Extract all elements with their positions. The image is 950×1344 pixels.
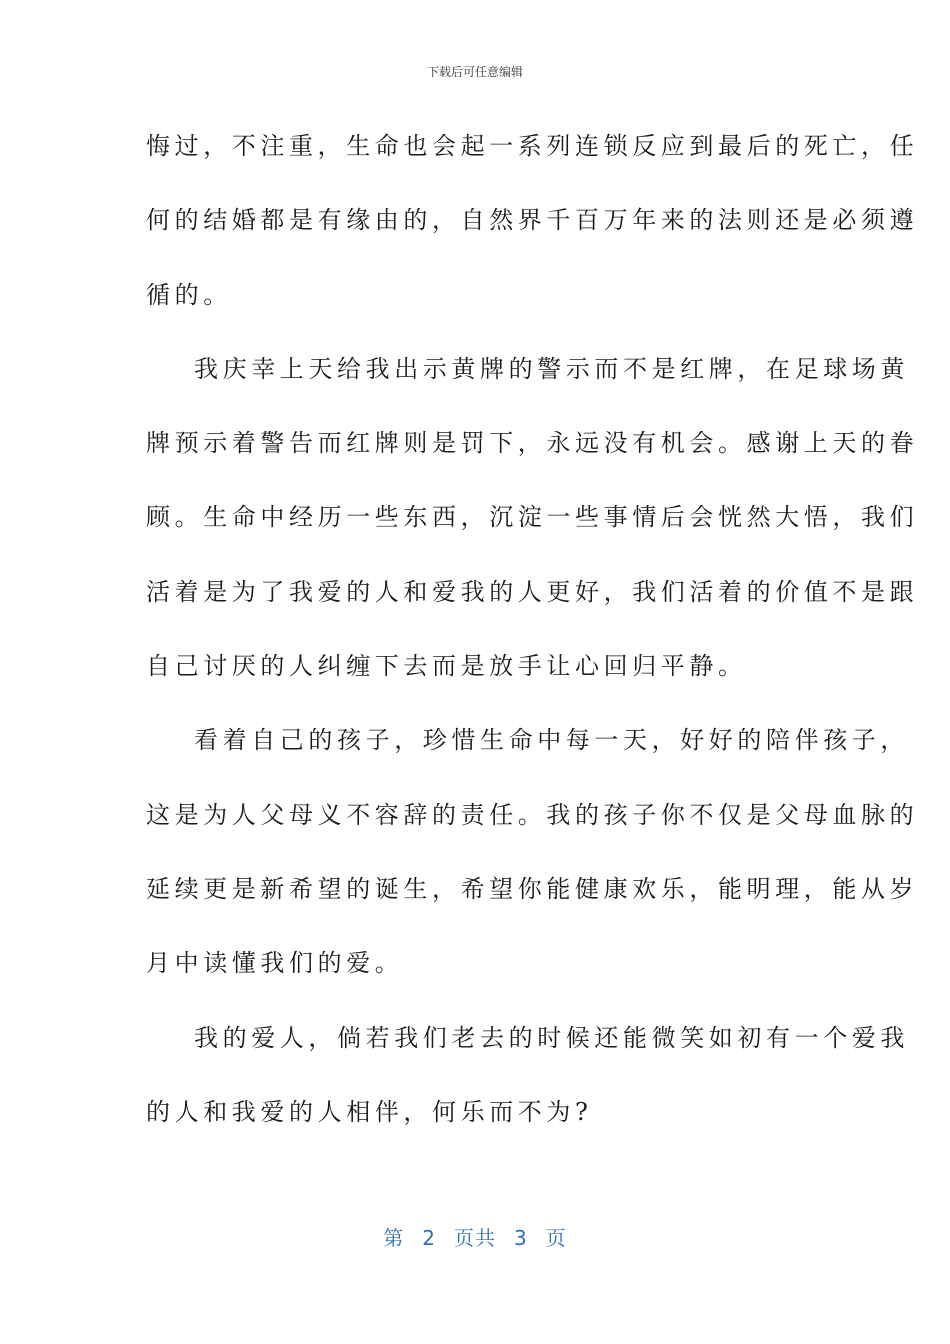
paragraph-start-line: 我的爱人，倘若我们老去的时候还能微笑如初有一个爱我 [194, 1023, 909, 1052]
paragraph-start-line: 看着自己的孩子，珍惜生命中每一天，好好的陪伴孩子， [194, 726, 909, 755]
header-note: 下载后可任意编辑 [426, 65, 523, 79]
total-pages-number: 3 [514, 1226, 528, 1250]
text-line: 顾。生命中经历一些东西，沉淀一些事情后会恍然大悟，我们 [146, 503, 919, 532]
text-line: 活着是为了我爱的人和爱我的人更好，我们活着的价值不是跟 [146, 577, 919, 606]
paragraph-start-line: 我庆幸上天给我出示黄牌的警示而不是红牌，在足球场黄 [194, 354, 909, 383]
page-prefix: 第 [383, 1226, 405, 1250]
page-mid-label: 页共 [454, 1226, 496, 1250]
text-line: 自己讨厌的人纠缠下去而是放手让心回归平静。 [146, 652, 747, 681]
text-line: 牌预示着警告而红牌则是罚下，永远没有机会。感谢上天的眷 [146, 429, 919, 458]
current-page-number: 2 [422, 1226, 436, 1250]
text-line: 延续更是新希望的诞生，希望你能健康欢乐，能明理，能从岁 [146, 874, 919, 903]
text-line: 何的结婚都是有缘由的，自然界千百万年来的法则还是必须遵 [146, 206, 919, 235]
body-text [146, 120, 919, 1160]
page-suffix: 页 [545, 1226, 567, 1250]
text-line: 的人和我爱的人相伴，何乐而不为? [146, 1097, 593, 1126]
text-line: 这是为人父母义不容辞的责任。我的孩子你不仅是父母血脉的 [146, 800, 919, 829]
text-line: 悔过，不注重，生命也会起一系列连锁反应到最后的死亡，任 [146, 132, 919, 160]
page-footer [0, 1222, 950, 1254]
text-line: 循的。 [146, 280, 232, 309]
text-line: 月中读懂我们的爱。 [146, 949, 404, 978]
